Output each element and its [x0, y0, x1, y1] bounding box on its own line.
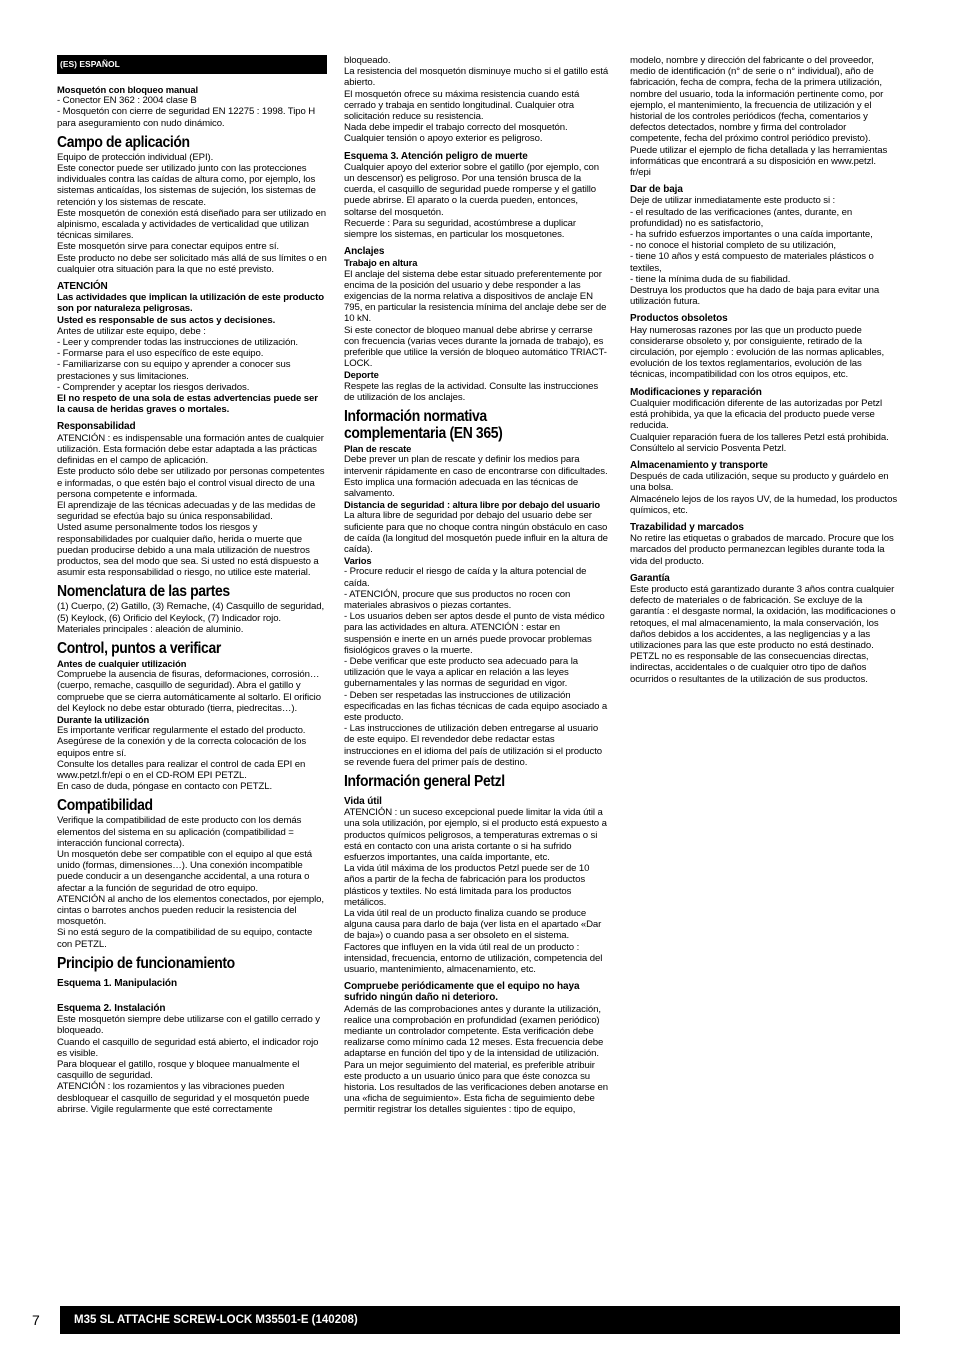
paragraph: La altura libre de seguridad por debajo del usuario debe ser suficiente para que no choque contra ningún obstáculo en caso de caída (la longitud del mosquetón puede influir en la altura de caída).	[344, 510, 608, 555]
paragraph: Este producto está garantizado durante 3 años contra cualquier defecto de materiales o de fabricación. Se excluye de la garantía : el desgaste normal, la oxidación, las modificaciones o retoques, el mal almacenamiento, la mala conservación, los daños debidos a los accidentes, a las negligencias y a las utilizaciones para las que este producto no está destinado. PETZL no es responsable de las consecuencias directas, indirectas, accidentales o de cualquier otro tipo de daños ocurridos o resultantes de la utilización de sus productos.	[630, 583, 896, 685]
minor-heading: Trabajo en altura	[344, 257, 418, 269]
section-heading: Nomenclatura de las partes	[57, 583, 230, 601]
paragraph: Compruebe la ausencia de fisuras, deformaciones, corrosión… (cuerpo, remache, casquillo de seguridad). Abra el gatillo y compruebe que se cierra automáticamente al soltarlo. El orificio del Keylock no debe estar obturado (tierra, piedrecitas…).	[57, 669, 321, 714]
section-heading: Control, puntos a verificar	[57, 639, 221, 657]
section-heading: Compatibilidad	[57, 797, 153, 815]
subsection-heading: ATENCIÓN	[57, 281, 108, 293]
minor-heading: Antes de cualquier utilización	[57, 657, 187, 669]
section-heading: Información general Petzl	[344, 772, 505, 790]
minor-heading: Durante la utilización	[57, 713, 150, 725]
minor-heading: Deporte	[344, 369, 379, 381]
paragraph: ATENCIÓN : es indispensable una formación antes de cualquier utilización. Esta formación debe estar adaptada a las prácticas definidas en el campo de aplicación. Este producto sólo debe ser utilizado por personas competentes e informadas, o que estén bajo el control visual directo de una persona competente e informada. El aprendizaje de las técnicas adecuadas y de las medidas de seguridad se efectúa bajo su única responsabilidad. Usted asume personalmente todos los riesgos y responsabilidades por cualquier daño, herida o muerte que puedan producirse debido a una mala utilización de nuestros productos, sea del modo que sea. Si usted no está dispuesto a asumir esta responsabilidad o riesgo, no utilice este material.	[57, 432, 325, 579]
paragraph: bloqueado. La resistencia del mosquetón disminuye mucho si el gatillo está abierto. El mosquetón ofrece su máxima resistencia cuando está cerrado y trabaja en sentido longitudinal. Cualquier otra solicitación reduce su resistencia. Nada debe impedir el trabajo correcto del mosquetón. Cualquier tensión o apoyo exterior es peligroso.	[344, 55, 609, 145]
minor-heading: Plan de rescate	[344, 443, 412, 455]
subsection-heading: Trazabilidad y marcados	[630, 521, 744, 533]
paragraph: Es importante verificar regularmente el estado del producto. Asegúrese de la conexión y de la correcta colocación de los equipos entre sí. Consulte los detalles para realizar el control de cada EPI en www.petzl.fr/epi o en el CD-ROM EPI PETZL. En caso de duda, póngase en contacto con PETZL.	[57, 725, 307, 793]
page-number: 7	[32, 1312, 40, 1328]
spacer	[57, 989, 327, 997]
subsection-heading: Dar de baja	[630, 184, 683, 196]
paragraph: modelo, nombre y dirección del fabricante o del proveedor, medio de identificación (n° de serie o n° individual), año de fabricación, fecha de compra, fecha de la primera utilización, nombre del usuario, toda la información pertinente como, por ejemplo, el mantenimiento, la frecuencia de utilización y el historial de los controles periódicos (fecha, comentarios y defectos detectados, nombre y firma del controlador competente, fecha del próximo control periódico previsto). Puede utilizar el ejemplo de ficha detallada y las herramientas informáticas que encontrará a su disposición en www.petzl. fr/epi	[630, 55, 888, 179]
paragraph: Además de las comprobaciones antes y durante la utilización, realice una comprobación en profundidad (examen periódico) mediante un controlador competente. Esta verificación debe realizarse como mínimo cada 12 meses. Esta frecuencia debe adaptarse en función del tipo y de la intensidad de utilización. Para un mejor seguimiento del material, es preferible atribuir este producto a un usuario único para que éste conozca su historia. Los resultados de las verificaciones deben anotarse en una «ficha de seguimiento». Esta ficha de seguimiento debe permitir registrar los detalles siguientes : tipo de equipo,	[344, 1003, 608, 1116]
column-1	[57, 84, 327, 1115]
paragraph: Hay numerosas razones por las que un producto puede considerarse obsoleto y, por consiguiente, retirado de la circulación, por ejemplo : evolución de las normas aplicables, evolución de los textos reglamentarios, evolución de las técnicas, incompatibilidad con los otros equipos, etc.	[630, 324, 885, 381]
paragraph: Después de cada utilización, seque su producto y guárdelo en una bolsa. Almacénelo lejos de los rayos UV, de la humedad, los productos químicos, etc.	[630, 471, 898, 516]
minor-heading: Distancia de seguridad : altura libre por debajo del usuario	[344, 499, 601, 511]
subsection-heading: Productos obsoletos	[630, 313, 728, 325]
section-heading: Información normativa complementaria (EN 365)	[344, 408, 503, 443]
paragraph: Cualquier modificación diferente de las autorizadas por Petzl está prohibida, ya que la eficacia del producto puede verse reducida. Cualquier reparación fuera de los talleres Petzl está prohibida. Consúltelo al servicio Posventa Petzl.	[630, 397, 889, 454]
column-2	[344, 55, 610, 1116]
paragraph: ATENCIÓN : un suceso excepcional puede limitar la vida útil a una sola utilización, por ejemplo, si el producto está expuesto a productos químicos peligrosos, a temperaturas extremas o si está en contacto con una arista cortante o si ha sufrido esfuerzos importantes, una caída importante, etc. La vida útil máxima de los productos Petzl puede ser de 10 años a partir de la fecha de fabricación para los productos plásticos y textiles. No está limitada para los productos metálicos. La vida útil real de un producto finaliza cuando se produce alguna causa para darlo de baja (ver lista en el apartado «Dar de baja») o cuando pasa a ser obsoleto en el sistema. Factores que influyen en la vida útil real de un producto : intensidad, frecuencia, entorno de utilización, competencia del usuario, mantenimiento, almacenamiento, etc.	[344, 807, 607, 976]
paragraph: Deje de utilizar inmediatamente este producto si : - el resultado de las verificaciones (antes, durante, en profundidad) no es satisfactorio, - ha sufrido esfuerzos importantes o una caída importante, - no conoce el historial completo de su utilización, - tiene 10 años y está compuesto de materiales plásticos o textiles, - tiene la mínima duda de su fiabilidad. Destruya los productos que ha dado de baja para evitar una utilización futura.	[630, 195, 880, 308]
paragraph: Este mosquetón siempre debe utilizarse con el gatillo cerrado y bloqueado. Cuando el casquillo de seguridad está abierto, el indicador rojo es visible. Para bloquear el gatillo, rosque y bloquee manualmente el casquillo de seguridad. ATENCIÓN : los rozamientos y las vibraciones pueden desbloquear el casquillo de seguridad y el mosquetón puede abrirse. Vigile regularmente que esté correctamente	[57, 1014, 321, 1115]
paragraph: Debe prever un plan de rescate y definir los medios para intervenir rápidamente en caso de encontrarse con dificultades. Esto implica una formación adecuada en las técnicas de salvamento.	[344, 454, 608, 499]
paragraph: El anclaje del sistema debe estar situado preferentemente por encima de la posición del usuario y debe responder a las exigencias de la norma relativa a dispositivos de anclaje EN 795, en particular la resistencia mínima del anclaje debe ser de 10 kN. Si este conector de bloqueo manual debe abrirse y cerrarse con frecuencia (varias veces durante la jornada de trabajo), es preferible que utilice la versión de bloqueo automático TRIACT-LOCK.	[344, 268, 607, 370]
paragraph: Antes de utilizar este equipo, debe : - Leer y comprender todas las instrucciones de utilización. - Formarse para el uso específico de este equipo. - Familiarizarse con su equipo y aprender a conocer sus prestaciones y sus limitaciones. - Comprender y aceptar los riesgos derivados.	[57, 325, 298, 393]
minor-heading: Varios	[344, 555, 372, 567]
paragraph: (1) Cuerpo, (2) Gatillo, (3) Remache, (4) Casquillo de seguridad, (5) Keylock, (6) Orificio del Keylock, (7) Indicador rojo. Materiales principales : aleación de aluminio.	[57, 601, 325, 635]
section-heading: Principio de funcionamiento	[57, 954, 235, 972]
subsection-heading: Esquema 3. Atención peligro de muerte	[344, 150, 528, 162]
paragraph: Cualquier apoyo del exterior sobre el gatillo (por ejemplo, con un descensor) es peligroso. Por una tensión brusca de la cuerda, el casquillo de seguridad puede romperse y el gatillo puede abrirse. El aparato o la cuerda pueden, entonces, soltarse del mosquetón. Recuerde : Para su seguridad, acostúmbrese a duplicar siempre los sistemas, en particular los mosquetones.	[344, 161, 600, 241]
column-3	[630, 55, 899, 685]
paragraph: - Conector EN 362 : 2004 clase B - Mosquetón con cierre de seguridad EN 12275 : 1998. Tipo H para aseguramiento con nudo dinámico.	[57, 95, 316, 129]
subsection-heading: Anclajes	[344, 246, 385, 258]
bold-paragraph: El no respeto de una sola de estas advertencias puede ser la causa de heridas graves o mortales.	[57, 393, 318, 416]
subsection-heading: Esquema 1. Manipulación	[57, 977, 177, 989]
subsection-heading: Responsabilidad	[57, 421, 136, 433]
section-heading: Campo de aplicación	[57, 133, 190, 151]
paragraph: Equipo de protección individual (EPI). Este conector puede ser utilizado junto con las protecciones individuales contra las caídas de altura como, por ejemplo, los sistemas anticaídas, los sistemas de sujeción, los sistemas de retención y los sistemas de rescate. Este mosquetón de conexión está diseñado para ser utilizado en alpinismo, escalada y actividades de verticalidad que utilizan técnicas similares. Este mosquetón sirve para conectar equipos entre sí. Este producto no debe ser solicitado más allá de sus límites o en cualquier otra situación para la que no esté previsto.	[57, 151, 327, 275]
subsection-heading: Vida útil	[344, 795, 382, 807]
minor-heading: Mosquetón con bloqueo manual	[57, 84, 198, 95]
subsection-heading: Garantía	[630, 572, 670, 584]
subsection-heading: Esquema 2. Instalación	[57, 1003, 166, 1015]
subsection-heading: Modificaciones y reparación	[630, 386, 762, 398]
paragraph: - Procure reducir el riesgo de caída y la altura potencial de caída. - ATENCIÓN, procure que sus productos no rocen con materiales abrasivos o piezas cortantes. - Los usuarios deben ser aptos desde el punto de vista médico para las actividades en altura. ATENCIÓN : estar en suspensión e inerte en un arnés puede provocar problemas fisiológicos graves o la muerte. - Debe verificar que este producto sea adecuado para la utilización que le vaya a aplicar en relación a las leyes gubernamentales y las normas de seguridad en vigor. - Deben ser respetadas las instrucciones de utilización especificadas en las fichas técnicas de cada equipo asociado a este producto. - Las instrucciones de utilización deben entregarse al usuario de este equipo. El revendedor debe redactar estas instrucciones en el idioma del país de utilización si el producto se revende fuera del primer país de destino.	[344, 566, 608, 768]
bold-paragraph: Las actividades que implican la utilización de este producto son por naturaleza peligrosas. Usted es responsable de sus actos y decisiones.	[57, 292, 324, 326]
footer-bar: M35 SL ATTACHE SCREW-LOCK M35501-E (140208)	[60, 1306, 900, 1334]
paragraph: Verifique la compatibilidad de este producto con los demás elementos del sistema en su aplicación (compatibilidad = interacción funcional correcta). Un mosquetón debe ser compatible con el equipo al que está unido (formas, dimensiones…). Una conexión incompatible puede conducir a un desenganche accidental, a una rotura o afectar a la función de seguridad de otro equipo. ATENCIÓN al ancho de los elementos conectados, por ejemplo, cintas o barrotes anchos pueden reducir la resistencia del mosquetón. Si no está seguro de la compatibilidad de su equipo, contacte con PETZL.	[57, 815, 324, 950]
subsection-heading: Almacenamiento y transporte	[630, 459, 768, 471]
language-tag: (ES) ESPAÑOL	[57, 55, 327, 74]
subsection-heading: Compruebe periódicamente que el equipo no haya sufrido ningún daño ni deterioro.	[344, 981, 580, 1004]
paragraph: Respete las reglas de la actividad. Consulte las instrucciones de utilización de los anclajes.	[344, 380, 599, 403]
paragraph: No retire las etiquetas o grabados de marcado. Procure que los marcados del producto permanezcan legibles durante toda la vida del producto.	[630, 533, 894, 567]
